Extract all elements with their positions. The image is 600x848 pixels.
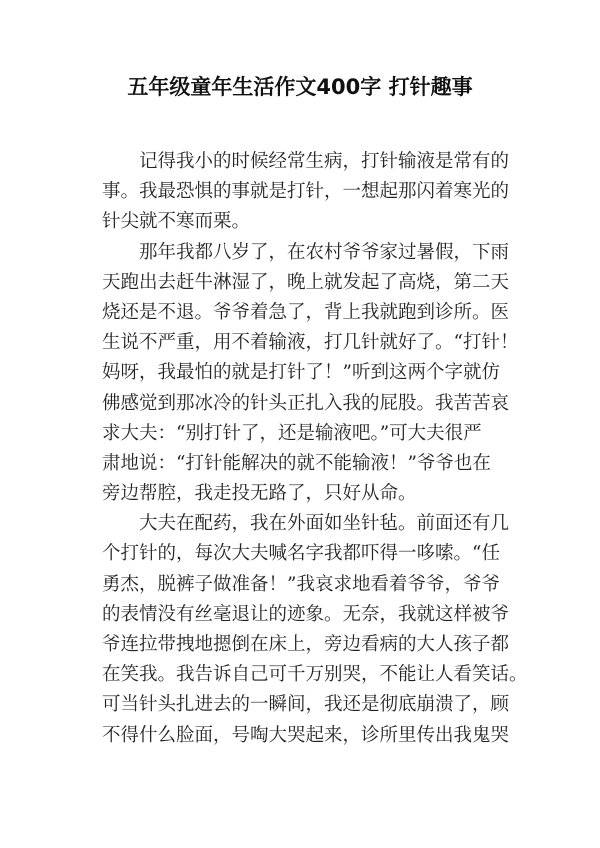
paragraph-2	[102, 238, 519, 510]
text-line: 勇杰，脱裤子做准备！”我哀求地看着爷爷，爷爷	[102, 573, 500, 595]
text-line: 佛感觉到那冰冷的针头正扎入我的屁股。我苦苦哀	[102, 392, 510, 414]
text-line: 烧还是不退。爷爷着急了，背上我就跑到诊所。医	[102, 301, 510, 323]
text-line: 针尖就不寒而栗。	[102, 211, 251, 233]
text-line: 事。我最恐惧的事就是打针，一想起那闪着寒光的	[102, 181, 510, 203]
text-line: 肃地说：“打针能解决的就不能输液！”爷爷也在	[102, 452, 491, 474]
text-line: 大夫在配药，我在外面如坐针毡。前面还有几	[139, 513, 510, 535]
text-line: 不得什么脸面，号啕大哭起来，诊所里传出我鬼哭	[102, 724, 510, 746]
text-line: 可当针头扎进去的一瞬间，我还是彻底崩溃了，顾	[102, 694, 510, 716]
document-body	[102, 147, 528, 751]
text-line: 个打针的，每次大夫喊名字我都吓得一哆嗦。“任	[102, 543, 500, 565]
text-line: 的表情没有丝毫退让的迹象。无奈，我就这样被爷	[102, 603, 510, 625]
text-line: 那年我都八岁了，在农村爷爷家过暑假，下雨	[139, 241, 510, 263]
text-line: 记得我小的时候经常生病，打针输液是常有的	[139, 151, 510, 172]
text-line: 求大夫：“别打针了，还是输液吧。”可大夫很严	[102, 422, 482, 444]
paragraph-3	[102, 509, 528, 751]
document-title: 五年级童年生活作文400字 打针趣事	[127, 75, 473, 99]
text-line: 生说不严重，用不着输液，打几针就好了。“打针！	[102, 332, 519, 354]
text-line: 妈呀，我最怕的就是打针了！”听到这两个字就仿	[102, 362, 500, 384]
text-line: 在笑我。我告诉自己可千万别哭，不能让人看笑话。	[102, 664, 528, 686]
paragraph-1	[102, 147, 510, 238]
text-line: 旁边帮腔，我走投无路了，只好从命。	[102, 483, 417, 505]
text-line: 爷连拉带拽地摁倒在床上，旁边看病的大人孩子都	[102, 634, 510, 655]
text-line: 天跑出去赶牛淋湿了，晚上就发起了高烧，第二天	[102, 271, 510, 293]
